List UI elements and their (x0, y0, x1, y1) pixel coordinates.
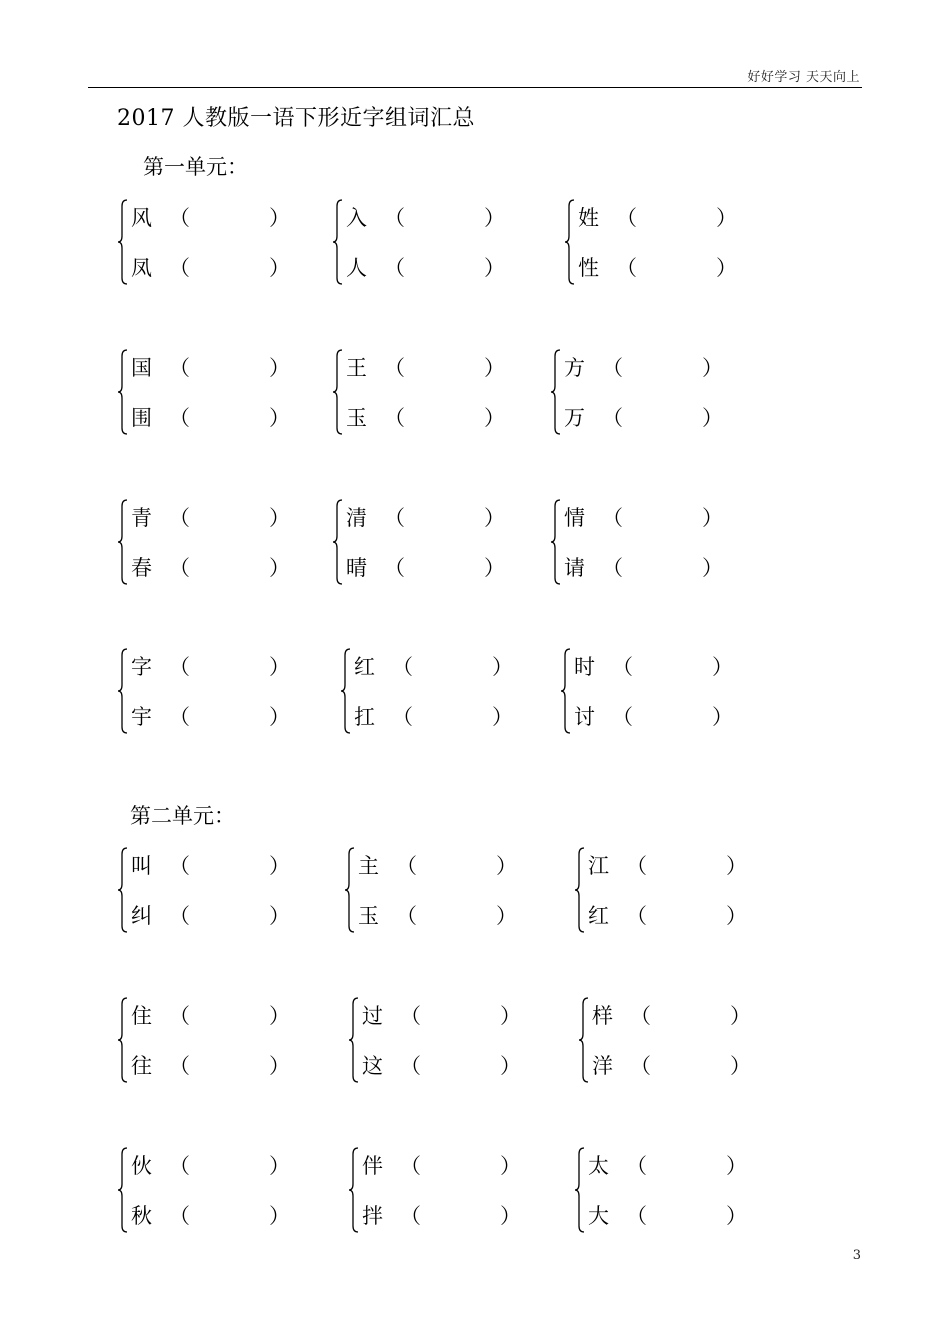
curly-brace-icon (117, 498, 131, 586)
answer-blank-close-paren: ） (726, 1204, 747, 1228)
answer-blank-close-paren: ） (484, 406, 505, 430)
word-entry-row (574, 701, 764, 733)
answer-blank-open-paren[interactable]: （ (392, 705, 413, 729)
answer-blank-close-paren: ） (496, 854, 517, 878)
curly-brace-icon (117, 996, 131, 1084)
target-character: 风 (131, 206, 152, 230)
answer-blank-open-paren[interactable]: （ (169, 854, 190, 878)
char-pair-group (560, 647, 760, 743)
answer-blank-close-paren: ） (726, 1154, 747, 1178)
target-character: 太 (588, 1154, 609, 1178)
answer-blank-open-paren[interactable]: （ (602, 506, 623, 530)
answer-blank-open-paren[interactable]: （ (626, 904, 647, 928)
answer-blank-close-paren: ） (702, 556, 723, 580)
answer-blank-open-paren[interactable]: （ (384, 206, 405, 230)
target-character: 主 (358, 854, 379, 878)
word-entry-row (346, 552, 536, 584)
target-character: 青 (131, 506, 152, 530)
target-character: 玉 (346, 406, 367, 430)
answer-blank-close-paren: ） (712, 705, 733, 729)
word-entry-row (564, 502, 754, 534)
target-character: 红 (588, 904, 609, 928)
char-pair-group (332, 348, 532, 444)
target-character: 情 (564, 506, 585, 530)
answer-blank-open-paren[interactable]: （ (169, 1054, 190, 1078)
target-character: 伙 (131, 1154, 152, 1178)
curly-brace-icon (574, 846, 588, 934)
curly-brace-icon (332, 498, 346, 586)
target-character: 往 (131, 1054, 152, 1078)
answer-blank-close-paren: ） (269, 356, 290, 380)
target-character: 性 (578, 256, 599, 280)
target-character: 这 (362, 1054, 383, 1078)
word-entry-row (592, 1000, 782, 1032)
answer-blank-close-paren: ） (269, 1004, 290, 1028)
curly-brace-icon (117, 198, 131, 286)
answer-blank-open-paren[interactable]: （ (612, 655, 633, 679)
answer-blank-open-paren[interactable]: （ (602, 556, 623, 580)
curly-brace-icon (348, 1146, 362, 1234)
word-entry-row (358, 900, 548, 932)
answer-blank-close-paren: ） (702, 506, 723, 530)
char-pair-group (564, 198, 764, 294)
target-character: 春 (131, 556, 152, 580)
curly-brace-icon (550, 498, 564, 586)
answer-blank-close-paren: ） (484, 506, 505, 530)
target-character: 人 (346, 256, 367, 280)
answer-blank-open-paren[interactable]: （ (169, 206, 190, 230)
answer-blank-close-paren: ） (269, 406, 290, 430)
curly-brace-icon (117, 647, 131, 735)
answer-blank-close-paren: ） (269, 1154, 290, 1178)
answer-blank-close-paren: ） (492, 705, 513, 729)
char-pair-group (332, 498, 532, 594)
target-character: 纠 (131, 904, 152, 928)
target-character: 宇 (131, 705, 152, 729)
answer-blank-close-paren: ） (269, 556, 290, 580)
answer-blank-open-paren[interactable]: （ (169, 705, 190, 729)
answer-blank-close-paren: ） (712, 655, 733, 679)
target-character: 住 (131, 1004, 152, 1028)
answer-blank-close-paren: ） (492, 655, 513, 679)
word-entry-row (346, 502, 536, 534)
target-character: 叫 (131, 854, 152, 878)
curly-brace-icon (348, 996, 362, 1084)
word-entry-row (588, 850, 778, 882)
answer-blank-close-paren: ） (726, 904, 747, 928)
word-entry-row (354, 651, 544, 683)
target-character: 国 (131, 356, 152, 380)
char-pair-group (117, 198, 317, 294)
target-character: 万 (564, 406, 585, 430)
word-entry-row (358, 850, 548, 882)
answer-blank-close-paren: ） (269, 206, 290, 230)
word-entry-row (564, 402, 754, 434)
target-character: 方 (564, 356, 585, 380)
answer-blank-open-paren[interactable]: （ (630, 1054, 651, 1078)
target-character: 大 (588, 1204, 609, 1228)
answer-blank-close-paren: ） (269, 705, 290, 729)
word-entry-row (578, 252, 768, 284)
word-entry-row (131, 651, 321, 683)
char-pair-group (117, 846, 317, 942)
answer-blank-close-paren: ） (496, 904, 517, 928)
answer-blank-open-paren[interactable]: （ (169, 356, 190, 380)
curly-brace-icon (344, 846, 358, 934)
curly-brace-icon (574, 1146, 588, 1234)
answer-blank-close-paren: ） (269, 1054, 290, 1078)
answer-blank-close-paren: ） (484, 206, 505, 230)
answer-blank-close-paren: ） (702, 356, 723, 380)
header-motto: 好好学习 天天向上 (747, 70, 860, 85)
word-entry-row (131, 850, 321, 882)
target-character: 时 (574, 655, 595, 679)
curly-brace-icon (117, 846, 131, 934)
target-character: 拌 (362, 1204, 383, 1228)
target-character: 洋 (592, 1054, 613, 1078)
char-pair-group (550, 498, 750, 594)
word-entry-row (362, 1050, 552, 1082)
target-character: 围 (131, 406, 152, 430)
char-pair-group (578, 996, 778, 1092)
answer-blank-close-paren: ） (484, 556, 505, 580)
word-entry-row (578, 202, 768, 234)
word-entry-row (592, 1050, 782, 1082)
target-character: 江 (588, 854, 609, 878)
word-entry-row (588, 900, 778, 932)
char-pair-group (348, 1146, 548, 1242)
answer-blank-open-paren[interactable]: （ (169, 1204, 190, 1228)
answer-blank-close-paren: ） (500, 1204, 521, 1228)
char-pair-group (550, 348, 750, 444)
target-character: 伴 (362, 1154, 383, 1178)
char-pair-group (340, 647, 540, 743)
word-entry-row (588, 1200, 778, 1232)
document-title: 2017 人教版一语下形近字组词汇总 (117, 106, 475, 131)
target-character: 玉 (358, 904, 379, 928)
word-entry-row (131, 202, 321, 234)
answer-blank-open-paren[interactable]: （ (630, 1004, 651, 1028)
answer-blank-close-paren: ） (716, 256, 737, 280)
curly-brace-icon (117, 1146, 131, 1234)
answer-blank-open-paren[interactable]: （ (626, 1154, 647, 1178)
curly-brace-icon (332, 348, 346, 436)
header-divider (88, 87, 862, 88)
answer-blank-open-paren[interactable]: （ (169, 406, 190, 430)
char-pair-group (117, 348, 317, 444)
unit-heading: 第一单元： (143, 155, 248, 179)
word-entry-row (564, 552, 754, 584)
word-entry-row (346, 352, 536, 384)
answer-blank-open-paren[interactable]: （ (384, 406, 405, 430)
word-entry-row (564, 352, 754, 384)
target-character: 清 (346, 506, 367, 530)
word-entry-row (574, 651, 764, 683)
answer-blank-open-paren[interactable]: （ (169, 556, 190, 580)
answer-blank-open-paren[interactable]: （ (169, 1154, 190, 1178)
answer-blank-close-paren: ） (500, 1004, 521, 1028)
answer-blank-open-paren[interactable]: （ (400, 1204, 421, 1228)
char-pair-group (348, 996, 548, 1092)
answer-blank-open-paren[interactable]: （ (384, 556, 405, 580)
target-character: 秋 (131, 1204, 152, 1228)
target-character: 王 (346, 356, 367, 380)
curly-brace-icon (578, 996, 592, 1084)
word-entry-row (588, 1150, 778, 1182)
target-character: 过 (362, 1004, 383, 1028)
curly-brace-icon (340, 647, 354, 735)
answer-blank-close-paren: ） (269, 506, 290, 530)
answer-blank-open-paren[interactable]: （ (400, 1004, 421, 1028)
answer-blank-close-paren: ） (730, 1054, 751, 1078)
answer-blank-close-paren: ） (500, 1054, 521, 1078)
curly-brace-icon (560, 647, 574, 735)
word-entry-row (362, 1150, 552, 1182)
word-entry-row (131, 900, 321, 932)
answer-blank-open-paren[interactable]: （ (400, 1154, 421, 1178)
word-entry-row (131, 352, 321, 384)
word-entry-row (131, 1150, 321, 1182)
answer-blank-close-paren: ） (716, 206, 737, 230)
target-character: 请 (564, 556, 585, 580)
word-entry-row (346, 252, 536, 284)
curly-brace-icon (564, 198, 578, 286)
word-entry-row (131, 1050, 321, 1082)
target-character: 入 (346, 206, 367, 230)
answer-blank-open-paren[interactable]: （ (384, 506, 405, 530)
answer-blank-open-paren[interactable]: （ (384, 256, 405, 280)
answer-blank-open-paren[interactable]: （ (169, 506, 190, 530)
word-entry-row (346, 402, 536, 434)
answer-blank-open-paren[interactable]: （ (396, 904, 417, 928)
target-character: 讨 (574, 705, 595, 729)
curly-brace-icon (332, 198, 346, 286)
target-character: 晴 (346, 556, 367, 580)
answer-blank-open-paren[interactable]: （ (616, 256, 637, 280)
char-pair-group (117, 1146, 317, 1242)
char-pair-group (344, 846, 544, 942)
answer-blank-open-paren[interactable]: （ (602, 356, 623, 380)
answer-blank-open-paren[interactable]: （ (396, 854, 417, 878)
answer-blank-open-paren[interactable]: （ (612, 705, 633, 729)
answer-blank-close-paren: ） (484, 256, 505, 280)
answer-blank-close-paren: ） (269, 655, 290, 679)
char-pair-group (574, 1146, 774, 1242)
word-entry-row (131, 701, 321, 733)
char-pair-group (117, 498, 317, 594)
answer-blank-open-paren[interactable]: （ (616, 206, 637, 230)
answer-blank-close-paren: ） (269, 854, 290, 878)
target-character: 扛 (354, 705, 375, 729)
target-character: 样 (592, 1004, 613, 1028)
answer-blank-close-paren: ） (730, 1004, 751, 1028)
answer-blank-open-paren[interactable]: （ (169, 256, 190, 280)
unit-heading: 第二单元： (130, 804, 235, 828)
answer-blank-close-paren: ） (269, 256, 290, 280)
word-entry-row (346, 202, 536, 234)
answer-blank-open-paren[interactable]: （ (384, 356, 405, 380)
char-pair-group (117, 647, 317, 743)
word-entry-row (131, 252, 321, 284)
curly-brace-icon (550, 348, 564, 436)
word-entry-row (131, 402, 321, 434)
answer-blank-close-paren: ） (484, 356, 505, 380)
answer-blank-close-paren: ） (702, 406, 723, 430)
word-entry-row (131, 1000, 321, 1032)
target-character: 字 (131, 655, 152, 679)
answer-blank-open-paren[interactable]: （ (169, 904, 190, 928)
word-entry-row (354, 701, 544, 733)
word-entry-row (131, 502, 321, 534)
target-character: 红 (354, 655, 375, 679)
char-pair-group (574, 846, 774, 942)
answer-blank-open-paren[interactable]: （ (169, 655, 190, 679)
answer-blank-close-paren: ） (269, 904, 290, 928)
char-pair-group (332, 198, 532, 294)
word-entry-row (362, 1000, 552, 1032)
answer-blank-open-paren[interactable]: （ (626, 854, 647, 878)
answer-blank-open-paren[interactable]: （ (602, 406, 623, 430)
word-entry-row (131, 552, 321, 584)
char-pair-group (117, 996, 317, 1092)
answer-blank-close-paren: ） (500, 1154, 521, 1178)
answer-blank-open-paren[interactable]: （ (626, 1204, 647, 1228)
answer-blank-close-paren: ） (726, 854, 747, 878)
word-entry-row (131, 1200, 321, 1232)
page-number: 3 (852, 1248, 861, 1263)
answer-blank-open-paren[interactable]: （ (169, 1004, 190, 1028)
answer-blank-open-paren[interactable]: （ (392, 655, 413, 679)
answer-blank-close-paren: ） (269, 1204, 290, 1228)
target-character: 姓 (578, 206, 599, 230)
answer-blank-open-paren[interactable]: （ (400, 1054, 421, 1078)
curly-brace-icon (117, 348, 131, 436)
target-character: 凤 (131, 256, 152, 280)
word-entry-row (362, 1200, 552, 1232)
